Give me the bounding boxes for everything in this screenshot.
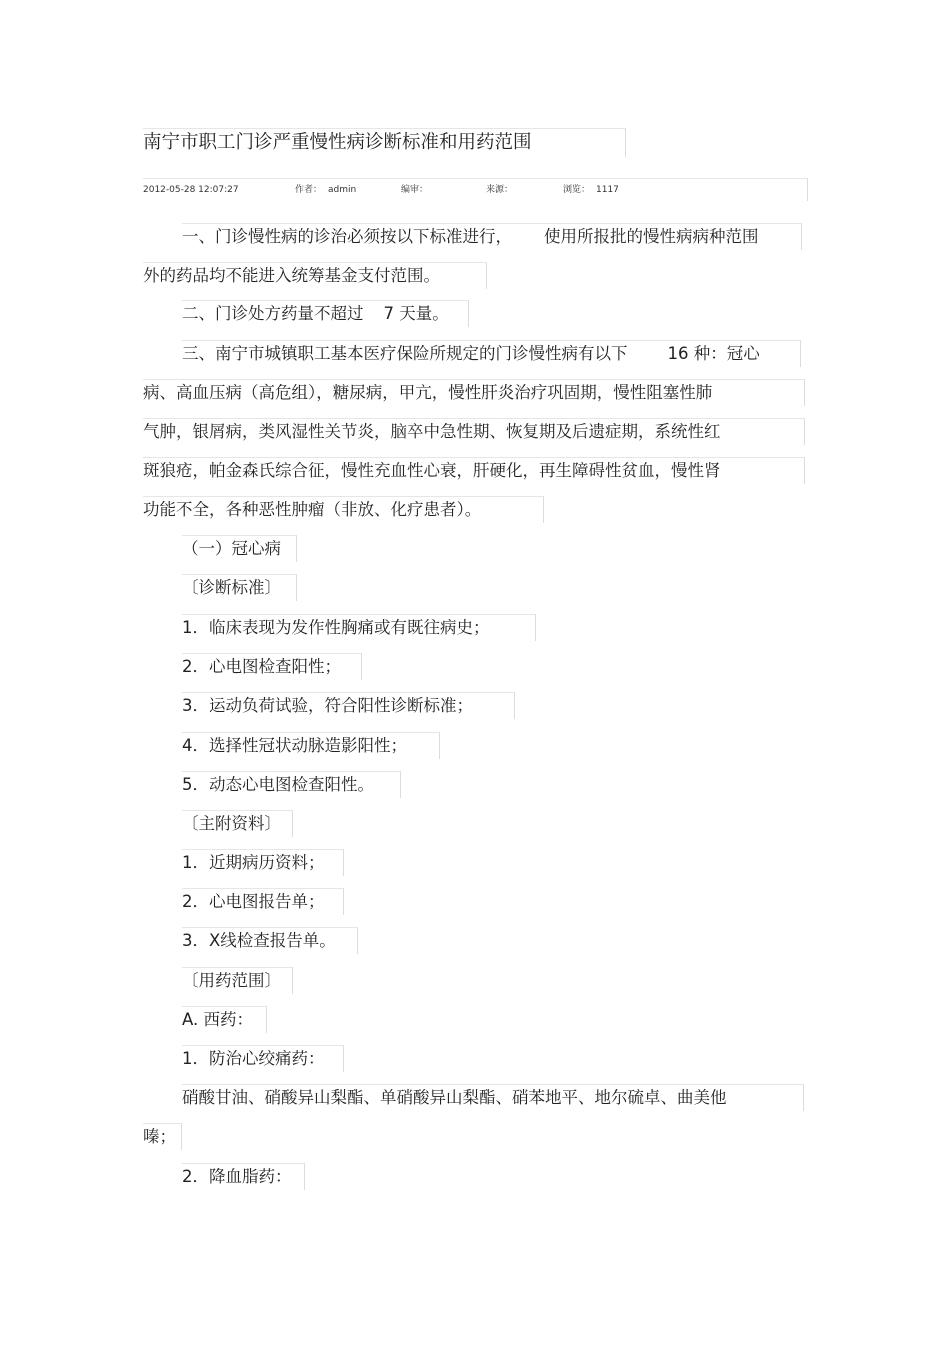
angina-drugs-heading: 1．防治心绞痛药： [182,1045,344,1072]
angina-drugs-list-line-2: 嗪； [143,1123,182,1150]
paragraph-1-line-2: 外的药品均不能进入统筹基金支付范围。 [143,262,487,289]
western-medicine-label: A. 西药： [182,1006,267,1033]
p2-text-b: 7 天量。 [383,304,449,323]
author-label: 作者： [295,185,323,195]
diagnosis-item-3: 3．运动负荷试验，符合阳性诊断标准； [182,692,515,719]
lipid-drugs-heading: 2．降血脂药： [182,1163,305,1190]
documents-header: 〔主附资料〕 [182,810,293,837]
views-label: 浏览： [563,185,591,195]
paragraph-3-line-2: 病、高血压病（高危组），糖尿病，甲亢，慢性肝炎治疗巩固期，慢性阻塞性肺 [143,379,805,406]
documents-item-1: 1．近期病历资料； [182,849,344,876]
section-heading-coronary: （一）冠心病 [182,535,297,562]
documents-item-2: 2．心电图报告单； [182,888,344,915]
p3-text-b: 16 种：冠心 [667,344,760,363]
angina-drugs-list-line-1: 硝酸甘油、硝酸异山梨酯、单硝酸异山梨酯、硝苯地平、地尔硫卓、曲美他 [182,1084,804,1111]
author-name: admin [328,185,357,195]
diagnosis-header: 〔诊断标准〕 [182,574,297,601]
article-title: 南宁市职工门诊严重慢性病诊断标准和用药范围 [143,128,626,157]
paragraph-3-line-3: 气肿，银屑病，类风湿性关节炎，脑卒中急性期、恢复期及后遗症期，系统性红 [143,418,805,445]
p3-text-a: 三、南宁市城镇职工基本医疗保险所规定的门诊慢性病有以下 [182,344,628,363]
paragraph-1-line-1 [182,223,802,250]
diagnosis-item-1: 1．临床表现为发作性胸痛或有既往病史； [182,614,536,641]
p1-text-a: 一、门诊慢性病的诊治必须按以下标准进行， [182,227,512,246]
paragraph-2 [182,300,469,327]
diagnosis-item-5: 5．动态心电图检查阳性。 [182,771,401,798]
paragraph-3-line-4: 斑狼疮，帕金森氏综合征，慢性充血性心衰，肝硬化，再生障碍性贫血，慢性肾 [143,457,805,484]
diagnosis-item-4: 4．选择性冠状动脉造影阳性； [182,732,440,759]
diagnosis-item-2: 2．心电图检查阳性； [182,653,362,680]
paragraph-3-line-5: 功能不全，各种恶性肿瘤（非放、化疗患者）。 [143,496,544,523]
article-meta [143,178,808,201]
p2-text-a: 二、门诊处方药量不超过 [182,304,364,323]
documents-item-3: 3．X线检查报告单。 [182,927,358,954]
drug-scope-header: 〔用药范围〕 [182,967,293,994]
paragraph-3-line-1 [182,340,801,367]
p1-text-b: 使用所报批的慢性病病种范围 [544,227,759,246]
publish-datetime: 2012-05-28 12:07:27 [143,185,239,195]
editor-label: 编审： [401,185,429,195]
views-count: 1117 [596,185,619,195]
source-label: 来源： [486,185,514,195]
